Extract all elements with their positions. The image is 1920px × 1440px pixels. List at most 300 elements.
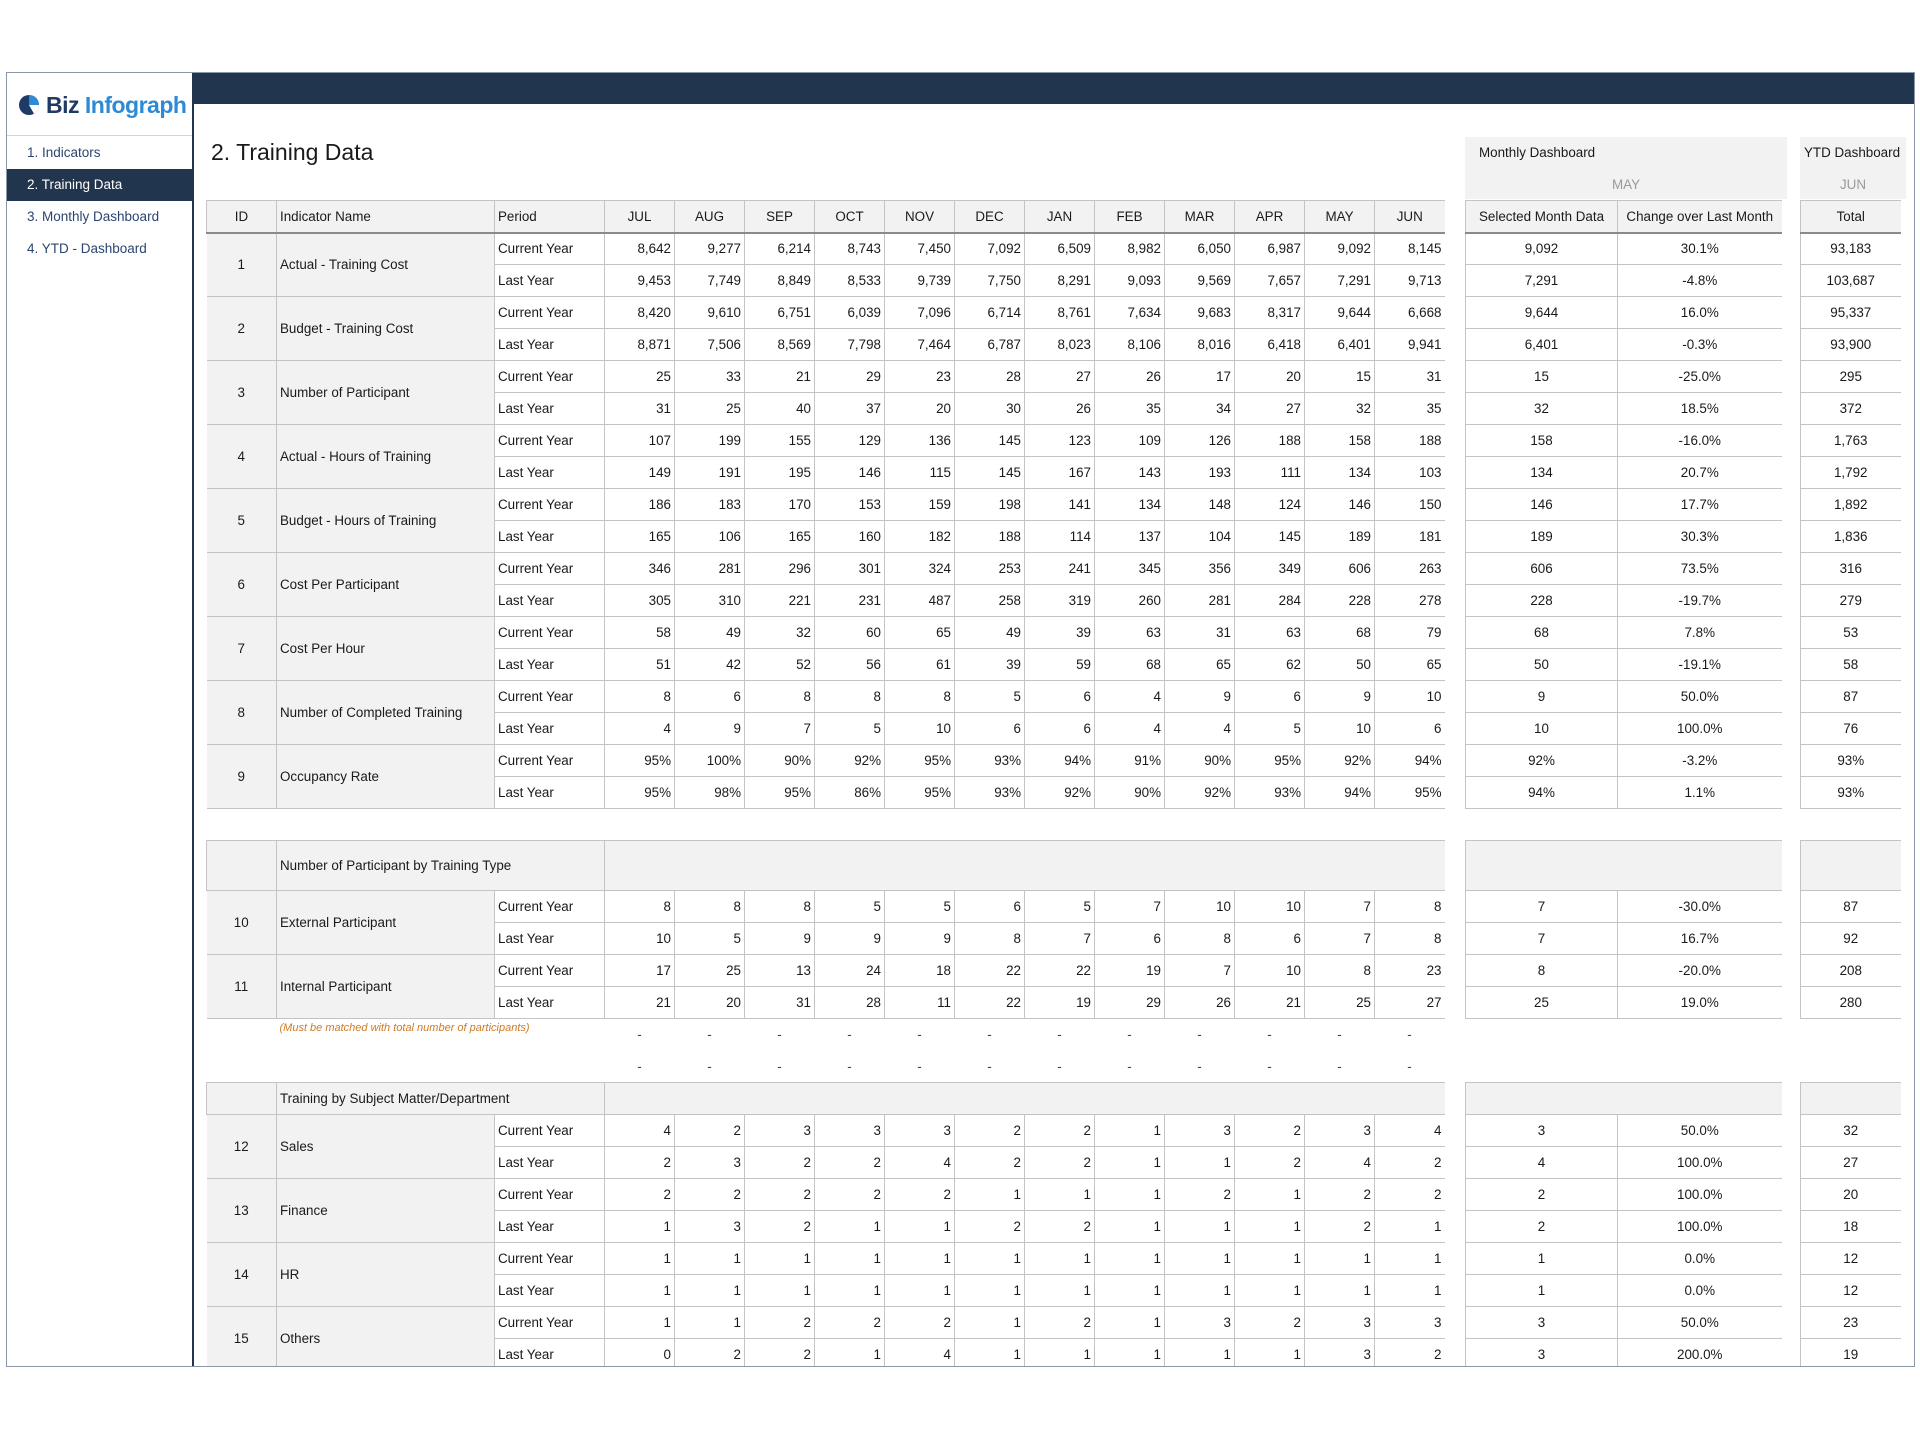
value-cell[interactable]: 1: [1375, 1275, 1445, 1307]
value-cell[interactable]: 11: [885, 987, 955, 1019]
value-cell[interactable]: 1: [1235, 1339, 1305, 1368]
value-cell[interactable]: 93%: [1235, 777, 1305, 809]
value-cell[interactable]: 8: [885, 681, 955, 713]
value-cell[interactable]: 4: [1095, 713, 1165, 745]
value-cell[interactable]: 93%: [955, 745, 1025, 777]
value-cell[interactable]: 50: [1305, 649, 1375, 681]
value-cell[interactable]: 8,761: [1025, 297, 1095, 329]
sidebar-item-monthly-dashboard[interactable]: 3. Monthly Dashboard: [27, 209, 160, 224]
value-cell[interactable]: 3: [1305, 1115, 1375, 1147]
value-cell[interactable]: 1: [1165, 1211, 1235, 1243]
value-cell[interactable]: 95%: [1375, 777, 1445, 809]
value-cell[interactable]: 1: [1235, 1243, 1305, 1275]
value-cell[interactable]: 134: [1305, 457, 1375, 489]
value-cell[interactable]: 106: [675, 521, 745, 553]
value-cell[interactable]: 2: [1165, 1179, 1235, 1211]
value-cell[interactable]: 26: [1025, 393, 1095, 425]
value-cell[interactable]: 319: [1025, 585, 1095, 617]
value-cell[interactable]: 92%: [1165, 777, 1235, 809]
value-cell[interactable]: 6,050: [1165, 233, 1235, 265]
value-cell[interactable]: 8: [815, 681, 885, 713]
value-cell[interactable]: 20: [885, 393, 955, 425]
value-cell[interactable]: 5: [675, 923, 745, 955]
value-cell[interactable]: 160: [815, 521, 885, 553]
value-cell[interactable]: 1: [1165, 1243, 1235, 1275]
value-cell[interactable]: 63: [1235, 617, 1305, 649]
value-cell[interactable]: 19: [1025, 987, 1095, 1019]
value-cell[interactable]: 115: [885, 457, 955, 489]
value-cell[interactable]: 6,401: [1305, 329, 1375, 361]
value-cell[interactable]: 1: [1095, 1339, 1165, 1368]
value-cell[interactable]: 4: [1305, 1147, 1375, 1179]
value-cell[interactable]: 22: [955, 987, 1025, 1019]
value-cell[interactable]: 188: [955, 521, 1025, 553]
value-cell[interactable]: 7,634: [1095, 297, 1165, 329]
sidebar-item-ytd-dashboard[interactable]: 4. YTD - Dashboard: [27, 241, 147, 256]
value-cell[interactable]: 95%: [1235, 745, 1305, 777]
value-cell[interactable]: 8,642: [605, 233, 675, 265]
value-cell[interactable]: 1: [815, 1211, 885, 1243]
value-cell[interactable]: 90%: [745, 745, 815, 777]
value-cell[interactable]: 1: [955, 1275, 1025, 1307]
value-cell[interactable]: 65: [1375, 649, 1445, 681]
value-cell[interactable]: 21: [1235, 987, 1305, 1019]
value-cell[interactable]: 24: [815, 955, 885, 987]
value-cell[interactable]: 6,509: [1025, 233, 1095, 265]
value-cell[interactable]: 134: [1095, 489, 1165, 521]
value-cell[interactable]: 1: [1095, 1115, 1165, 1147]
value-cell[interactable]: 29: [815, 361, 885, 393]
value-cell[interactable]: 1: [675, 1243, 745, 1275]
value-cell[interactable]: 8,871: [605, 329, 675, 361]
value-cell[interactable]: 111: [1235, 457, 1305, 489]
value-cell[interactable]: 7,450: [885, 233, 955, 265]
value-cell[interactable]: 8,982: [1095, 233, 1165, 265]
value-cell[interactable]: 18: [885, 955, 955, 987]
value-cell[interactable]: 5: [815, 891, 885, 923]
value-cell[interactable]: 10: [1165, 891, 1235, 923]
value-cell[interactable]: 8: [745, 891, 815, 923]
value-cell[interactable]: 2: [745, 1179, 815, 1211]
value-cell[interactable]: 2: [675, 1179, 745, 1211]
value-cell[interactable]: 149: [605, 457, 675, 489]
value-cell[interactable]: 22: [1025, 955, 1095, 987]
value-cell[interactable]: 25: [605, 361, 675, 393]
value-cell[interactable]: 9: [1165, 681, 1235, 713]
value-cell[interactable]: 146: [815, 457, 885, 489]
value-cell[interactable]: 49: [675, 617, 745, 649]
value-cell[interactable]: 6: [1025, 713, 1095, 745]
value-cell[interactable]: 2: [1305, 1211, 1375, 1243]
value-cell[interactable]: 90%: [1095, 777, 1165, 809]
value-cell[interactable]: 100%: [675, 745, 745, 777]
value-cell[interactable]: 34: [1165, 393, 1235, 425]
value-cell[interactable]: 9: [675, 713, 745, 745]
value-cell[interactable]: 9: [745, 923, 815, 955]
value-cell[interactable]: 241: [1025, 553, 1095, 585]
value-cell[interactable]: 8,016: [1165, 329, 1235, 361]
value-cell[interactable]: 305: [605, 585, 675, 617]
value-cell[interactable]: 13: [745, 955, 815, 987]
value-cell[interactable]: 8: [605, 891, 675, 923]
value-cell[interactable]: 221: [745, 585, 815, 617]
value-cell[interactable]: 42: [675, 649, 745, 681]
value-cell[interactable]: 258: [955, 585, 1025, 617]
value-cell[interactable]: 35: [1375, 393, 1445, 425]
value-cell[interactable]: 8,317: [1235, 297, 1305, 329]
value-cell[interactable]: 9: [885, 923, 955, 955]
value-cell[interactable]: 10: [1235, 891, 1305, 923]
value-cell[interactable]: 10: [1375, 681, 1445, 713]
value-cell[interactable]: 346: [605, 553, 675, 585]
value-cell[interactable]: 2: [815, 1307, 885, 1339]
value-cell[interactable]: 1: [1025, 1339, 1095, 1368]
value-cell[interactable]: 1: [1095, 1243, 1165, 1275]
value-cell[interactable]: 25: [1305, 987, 1375, 1019]
value-cell[interactable]: 98%: [675, 777, 745, 809]
value-cell[interactable]: 7,092: [955, 233, 1025, 265]
value-cell[interactable]: 181: [1375, 521, 1445, 553]
value-cell[interactable]: 8: [605, 681, 675, 713]
value-cell[interactable]: 2: [1025, 1115, 1095, 1147]
value-cell[interactable]: 92%: [1305, 745, 1375, 777]
value-cell[interactable]: 2: [1025, 1147, 1095, 1179]
value-cell[interactable]: 25: [675, 955, 745, 987]
value-cell[interactable]: 186: [605, 489, 675, 521]
value-cell[interactable]: 356: [1165, 553, 1235, 585]
value-cell[interactable]: 31: [605, 393, 675, 425]
value-cell[interactable]: 27: [1025, 361, 1095, 393]
value-cell[interactable]: 21: [605, 987, 675, 1019]
value-cell[interactable]: 95%: [745, 777, 815, 809]
value-cell[interactable]: 65: [1165, 649, 1235, 681]
value-cell[interactable]: 324: [885, 553, 955, 585]
value-cell[interactable]: 6: [1095, 923, 1165, 955]
value-cell[interactable]: 4: [885, 1339, 955, 1368]
value-cell[interactable]: 1: [885, 1243, 955, 1275]
value-cell[interactable]: 1: [605, 1307, 675, 1339]
value-cell[interactable]: 3: [675, 1147, 745, 1179]
value-cell[interactable]: 1: [885, 1275, 955, 1307]
value-cell[interactable]: 60: [815, 617, 885, 649]
value-cell[interactable]: 2: [745, 1339, 815, 1368]
value-cell[interactable]: 183: [675, 489, 745, 521]
value-cell[interactable]: 94%: [1025, 745, 1095, 777]
value-cell[interactable]: 61: [885, 649, 955, 681]
value-cell[interactable]: 68: [1305, 617, 1375, 649]
value-cell[interactable]: 1: [1235, 1211, 1305, 1243]
value-cell[interactable]: 6,418: [1235, 329, 1305, 361]
value-cell[interactable]: 137: [1095, 521, 1165, 553]
value-cell[interactable]: 94%: [1305, 777, 1375, 809]
value-cell[interactable]: 3: [1305, 1307, 1375, 1339]
value-cell[interactable]: 9,739: [885, 265, 955, 297]
value-cell[interactable]: 8,106: [1095, 329, 1165, 361]
value-cell[interactable]: 95%: [605, 745, 675, 777]
value-cell[interactable]: 141: [1025, 489, 1095, 521]
value-cell[interactable]: 68: [1095, 649, 1165, 681]
value-cell[interactable]: 6: [955, 891, 1025, 923]
value-cell[interactable]: 10: [605, 923, 675, 955]
value-cell[interactable]: 1: [955, 1179, 1025, 1211]
value-cell[interactable]: 27: [1235, 393, 1305, 425]
value-cell[interactable]: 191: [675, 457, 745, 489]
value-cell[interactable]: 8,291: [1025, 265, 1095, 297]
value-cell[interactable]: 123: [1025, 425, 1095, 457]
value-cell[interactable]: 8,849: [745, 265, 815, 297]
value-cell[interactable]: 2: [815, 1179, 885, 1211]
value-cell[interactable]: 7,749: [675, 265, 745, 297]
value-cell[interactable]: 22: [955, 955, 1025, 987]
value-cell[interactable]: 6,787: [955, 329, 1025, 361]
value-cell[interactable]: 2: [605, 1147, 675, 1179]
value-cell[interactable]: 3: [815, 1115, 885, 1147]
value-cell[interactable]: 8,743: [815, 233, 885, 265]
value-cell[interactable]: 92%: [815, 745, 885, 777]
value-cell[interactable]: 145: [955, 457, 1025, 489]
value-cell[interactable]: 0: [605, 1339, 675, 1368]
value-cell[interactable]: 104: [1165, 521, 1235, 553]
value-cell[interactable]: 1: [1165, 1275, 1235, 1307]
value-cell[interactable]: 281: [1165, 585, 1235, 617]
value-cell[interactable]: 3: [675, 1211, 745, 1243]
value-cell[interactable]: 606: [1305, 553, 1375, 585]
value-cell[interactable]: 145: [955, 425, 1025, 457]
value-cell[interactable]: 8,569: [745, 329, 815, 361]
value-cell[interactable]: 9,569: [1165, 265, 1235, 297]
value-cell[interactable]: 6,714: [955, 297, 1025, 329]
value-cell[interactable]: 2: [1375, 1339, 1445, 1368]
value-cell[interactable]: 1: [815, 1275, 885, 1307]
value-cell[interactable]: 146: [1305, 489, 1375, 521]
value-cell[interactable]: 10: [1305, 713, 1375, 745]
value-cell[interactable]: 2: [745, 1147, 815, 1179]
value-cell[interactable]: 17: [605, 955, 675, 987]
value-cell[interactable]: 10: [1235, 955, 1305, 987]
value-cell[interactable]: 8: [955, 923, 1025, 955]
value-cell[interactable]: 310: [675, 585, 745, 617]
value-cell[interactable]: 1: [675, 1275, 745, 1307]
value-cell[interactable]: 31: [745, 987, 815, 1019]
value-cell[interactable]: 199: [675, 425, 745, 457]
value-cell[interactable]: 9,277: [675, 233, 745, 265]
value-cell[interactable]: 159: [885, 489, 955, 521]
value-cell[interactable]: 52: [745, 649, 815, 681]
value-cell[interactable]: 281: [675, 553, 745, 585]
value-cell[interactable]: 1: [1375, 1211, 1445, 1243]
value-cell[interactable]: 95%: [605, 777, 675, 809]
value-cell[interactable]: 4: [605, 1115, 675, 1147]
value-cell[interactable]: 7,291: [1305, 265, 1375, 297]
value-cell[interactable]: 103: [1375, 457, 1445, 489]
value-cell[interactable]: 6: [675, 681, 745, 713]
value-cell[interactable]: 228: [1305, 585, 1375, 617]
value-cell[interactable]: 8: [745, 681, 815, 713]
value-cell[interactable]: 26: [1165, 987, 1235, 1019]
value-cell[interactable]: 35: [1095, 393, 1165, 425]
value-cell[interactable]: 107: [605, 425, 675, 457]
value-cell[interactable]: 136: [885, 425, 955, 457]
value-cell[interactable]: 1: [1095, 1211, 1165, 1243]
value-cell[interactable]: 5: [815, 713, 885, 745]
value-cell[interactable]: 4: [605, 713, 675, 745]
value-cell[interactable]: 2: [745, 1307, 815, 1339]
value-cell[interactable]: 3: [885, 1115, 955, 1147]
value-cell[interactable]: 31: [1375, 361, 1445, 393]
value-cell[interactable]: 4: [1375, 1115, 1445, 1147]
value-cell[interactable]: 6: [1375, 713, 1445, 745]
value-cell[interactable]: 4: [1095, 681, 1165, 713]
value-cell[interactable]: 2: [1235, 1307, 1305, 1339]
value-cell[interactable]: 8,023: [1025, 329, 1095, 361]
value-cell[interactable]: 7,798: [815, 329, 885, 361]
value-cell[interactable]: 114: [1025, 521, 1095, 553]
value-cell[interactable]: 1: [1025, 1179, 1095, 1211]
value-cell[interactable]: 2: [815, 1147, 885, 1179]
value-cell[interactable]: 1: [1095, 1275, 1165, 1307]
value-cell[interactable]: 94%: [1375, 745, 1445, 777]
value-cell[interactable]: 2: [1025, 1307, 1095, 1339]
value-cell[interactable]: 65: [885, 617, 955, 649]
value-cell[interactable]: 1: [1025, 1243, 1095, 1275]
value-cell[interactable]: 6,751: [745, 297, 815, 329]
value-cell[interactable]: 63: [1095, 617, 1165, 649]
value-cell[interactable]: 2: [745, 1211, 815, 1243]
value-cell[interactable]: 1: [1375, 1243, 1445, 1275]
value-cell[interactable]: 6,214: [745, 233, 815, 265]
value-cell[interactable]: 296: [745, 553, 815, 585]
value-cell[interactable]: 19: [1095, 955, 1165, 987]
value-cell[interactable]: 39: [1025, 617, 1095, 649]
value-cell[interactable]: 231: [815, 585, 885, 617]
value-cell[interactable]: 195: [745, 457, 815, 489]
value-cell[interactable]: 28: [815, 987, 885, 1019]
value-cell[interactable]: 86%: [815, 777, 885, 809]
value-cell[interactable]: 2: [1025, 1211, 1095, 1243]
value-cell[interactable]: 263: [1375, 553, 1445, 585]
value-cell[interactable]: 3: [745, 1115, 815, 1147]
sidebar-item-indicators[interactable]: 1. Indicators: [27, 145, 101, 160]
value-cell[interactable]: 1: [955, 1243, 1025, 1275]
value-cell[interactable]: 1: [1165, 1147, 1235, 1179]
value-cell[interactable]: 1: [745, 1243, 815, 1275]
value-cell[interactable]: 9,713: [1375, 265, 1445, 297]
value-cell[interactable]: 9,644: [1305, 297, 1375, 329]
value-cell[interactable]: 7,464: [885, 329, 955, 361]
value-cell[interactable]: 39: [955, 649, 1025, 681]
value-cell[interactable]: 155: [745, 425, 815, 457]
value-cell[interactable]: 25: [675, 393, 745, 425]
value-cell[interactable]: 158: [1305, 425, 1375, 457]
value-cell[interactable]: 2: [1305, 1179, 1375, 1211]
value-cell[interactable]: 15: [1305, 361, 1375, 393]
value-cell[interactable]: 6: [1025, 681, 1095, 713]
value-cell[interactable]: 49: [955, 617, 1025, 649]
value-cell[interactable]: 167: [1025, 457, 1095, 489]
value-cell[interactable]: 487: [885, 585, 955, 617]
value-cell[interactable]: 27: [1375, 987, 1445, 1019]
value-cell[interactable]: 91%: [1095, 745, 1165, 777]
value-cell[interactable]: 33: [675, 361, 745, 393]
value-cell[interactable]: 165: [745, 521, 815, 553]
value-cell[interactable]: 1: [745, 1275, 815, 1307]
value-cell[interactable]: 40: [745, 393, 815, 425]
value-cell[interactable]: 1: [1235, 1179, 1305, 1211]
value-cell[interactable]: 8,420: [605, 297, 675, 329]
value-cell[interactable]: 284: [1235, 585, 1305, 617]
value-cell[interactable]: 2: [955, 1147, 1025, 1179]
value-cell[interactable]: 1: [1305, 1243, 1375, 1275]
value-cell[interactable]: 3: [1165, 1307, 1235, 1339]
value-cell[interactable]: 9: [815, 923, 885, 955]
value-cell[interactable]: 58: [605, 617, 675, 649]
value-cell[interactable]: 21: [745, 361, 815, 393]
value-cell[interactable]: 2: [1375, 1179, 1445, 1211]
value-cell[interactable]: 145: [1235, 521, 1305, 553]
value-cell[interactable]: 2: [675, 1339, 745, 1368]
value-cell[interactable]: 23: [1375, 955, 1445, 987]
value-cell[interactable]: 124: [1235, 489, 1305, 521]
value-cell[interactable]: 93%: [955, 777, 1025, 809]
sidebar-item-training-data[interactable]: 2. Training Data: [7, 169, 192, 201]
value-cell[interactable]: 1: [1095, 1307, 1165, 1339]
value-cell[interactable]: 1: [1095, 1179, 1165, 1211]
value-cell[interactable]: 9,453: [605, 265, 675, 297]
value-cell[interactable]: 2: [1235, 1147, 1305, 1179]
value-cell[interactable]: 7,506: [675, 329, 745, 361]
value-cell[interactable]: 7: [1165, 955, 1235, 987]
value-cell[interactable]: 1: [955, 1339, 1025, 1368]
value-cell[interactable]: 7: [745, 713, 815, 745]
value-cell[interactable]: 8,533: [815, 265, 885, 297]
value-cell[interactable]: 23: [885, 361, 955, 393]
value-cell[interactable]: 345: [1095, 553, 1165, 585]
value-cell[interactable]: 8,145: [1375, 233, 1445, 265]
value-cell[interactable]: 62: [1235, 649, 1305, 681]
value-cell[interactable]: 20: [1235, 361, 1305, 393]
value-cell[interactable]: 2: [885, 1179, 955, 1211]
value-cell[interactable]: 1: [1305, 1275, 1375, 1307]
value-cell[interactable]: 349: [1235, 553, 1305, 585]
value-cell[interactable]: 198: [955, 489, 1025, 521]
value-cell[interactable]: 92%: [1025, 777, 1095, 809]
value-cell[interactable]: 7,657: [1235, 265, 1305, 297]
value-cell[interactable]: 1: [675, 1307, 745, 1339]
value-cell[interactable]: 56: [815, 649, 885, 681]
value-cell[interactable]: 1: [605, 1211, 675, 1243]
value-cell[interactable]: 4: [1165, 713, 1235, 745]
value-cell[interactable]: 20: [675, 987, 745, 1019]
value-cell[interactable]: 1: [1025, 1275, 1095, 1307]
value-cell[interactable]: 1: [815, 1339, 885, 1368]
value-cell[interactable]: 189: [1305, 521, 1375, 553]
value-cell[interactable]: 29: [1095, 987, 1165, 1019]
value-cell[interactable]: 301: [815, 553, 885, 585]
value-cell[interactable]: 6,039: [815, 297, 885, 329]
value-cell[interactable]: 2: [605, 1179, 675, 1211]
value-cell[interactable]: 6,987: [1235, 233, 1305, 265]
value-cell[interactable]: 109: [1095, 425, 1165, 457]
value-cell[interactable]: 278: [1375, 585, 1445, 617]
value-cell[interactable]: 30: [955, 393, 1025, 425]
value-cell[interactable]: 2: [675, 1115, 745, 1147]
value-cell[interactable]: 129: [815, 425, 885, 457]
value-cell[interactable]: 3: [1305, 1339, 1375, 1368]
value-cell[interactable]: 95%: [885, 777, 955, 809]
value-cell[interactable]: 26: [1095, 361, 1165, 393]
value-cell[interactable]: 2: [955, 1211, 1025, 1243]
value-cell[interactable]: 7: [1095, 891, 1165, 923]
